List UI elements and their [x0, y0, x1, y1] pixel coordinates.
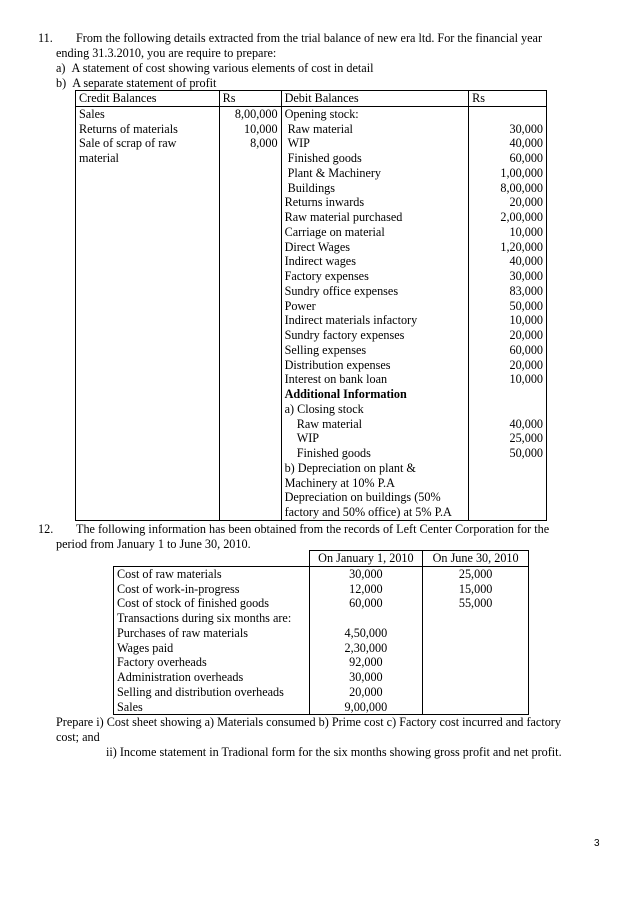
debit-amount — [469, 106, 547, 121]
q12-prepare-line1: Prepare i) Cost sheet showing a) Materials consumed b) Prime cost c) Factory cost incurred and factory — [56, 715, 561, 729]
credit-label: Sale of scrap of raw — [76, 136, 220, 151]
debit-label: Distribution expenses — [281, 358, 469, 373]
credit-amount — [219, 402, 281, 417]
debit-label: Raw material purchased — [281, 210, 469, 225]
debit-label: factory and 50% office) at 5% P.A — [281, 505, 469, 520]
table-row — [76, 254, 547, 269]
credit-label — [76, 254, 220, 269]
credit-label — [76, 387, 220, 402]
header-debit-balances: Debit Balances — [281, 91, 469, 107]
debit-amount: 40,000 — [469, 417, 547, 432]
credit-label — [76, 505, 220, 520]
debit-label: a) Closing stock — [281, 402, 469, 417]
credit-label — [76, 195, 220, 210]
table-row — [76, 122, 547, 137]
table-row — [114, 611, 529, 626]
q11-number: 11. — [38, 31, 53, 45]
debit-amount: 1,20,000 — [469, 240, 547, 255]
table-row — [76, 210, 547, 225]
debit-label: Returns inwards — [281, 195, 469, 210]
header-rs: Rs — [469, 91, 547, 107]
q12-records-table — [113, 550, 529, 715]
credit-label — [76, 431, 220, 446]
debit-label: b) Depreciation on plant & — [281, 461, 469, 476]
debit-amount — [469, 490, 547, 505]
table-row — [76, 151, 547, 166]
credit-amount — [219, 505, 281, 520]
credit-amount — [219, 417, 281, 432]
table-row — [76, 505, 547, 520]
credit-amount: 8,00,000 — [219, 106, 281, 121]
q12-prepare-line2: cost; and — [56, 730, 100, 744]
table-row — [76, 181, 547, 196]
credit-amount — [219, 490, 281, 505]
debit-label: Direct Wages — [281, 240, 469, 255]
debit-amount: 30,000 — [469, 122, 547, 137]
table-row — [76, 490, 547, 505]
row-jun-value — [423, 655, 529, 670]
credit-label — [76, 490, 220, 505]
table-row — [76, 387, 547, 402]
credit-amount — [219, 254, 281, 269]
table-row — [76, 372, 547, 387]
debit-amount: 10,000 — [469, 313, 547, 328]
table-row — [76, 106, 547, 121]
header-jun: On June 30, 2010 — [423, 551, 529, 567]
row-label: Purchases of raw materials — [114, 626, 310, 641]
credit-label — [76, 402, 220, 417]
credit-label: Sales — [76, 106, 220, 121]
credit-amount — [219, 269, 281, 284]
credit-amount — [219, 151, 281, 166]
q12-number: 12. — [38, 522, 54, 536]
debit-amount — [469, 402, 547, 417]
debit-amount — [469, 387, 547, 402]
credit-amount — [219, 299, 281, 314]
row-jan-value: 20,000 — [309, 685, 423, 700]
row-jan-value: 4,50,000 — [309, 626, 423, 641]
debit-label: Machinery at 10% P.A — [281, 476, 469, 491]
debit-label: Opening stock: — [281, 106, 469, 121]
q11-intro-line2: ending 31.3.2010, you are require to prepare: — [56, 46, 277, 60]
table-row — [76, 358, 547, 373]
table-header-row — [114, 551, 529, 567]
credit-amount — [219, 181, 281, 196]
table-row — [76, 431, 547, 446]
credit-label — [76, 328, 220, 343]
table-row — [76, 299, 547, 314]
credit-label — [76, 181, 220, 196]
credit-label — [76, 210, 220, 225]
row-label: Factory overheads — [114, 655, 310, 670]
row-jun-value — [423, 670, 529, 685]
table-row — [76, 446, 547, 461]
table-row — [76, 225, 547, 240]
debit-label: Raw material — [281, 417, 469, 432]
table-row — [76, 402, 547, 417]
row-jun-value — [423, 611, 529, 626]
debit-amount: 50,000 — [469, 446, 547, 461]
row-label: Cost of stock of finished goods — [114, 596, 310, 611]
credit-amount — [219, 387, 281, 402]
debit-amount — [469, 505, 547, 520]
table-header-row — [76, 91, 547, 107]
debit-label: WIP — [281, 136, 469, 151]
table-row — [76, 284, 547, 299]
credit-label — [76, 372, 220, 387]
row-jun-value: 25,000 — [423, 566, 529, 581]
credit-amount — [219, 476, 281, 491]
credit-amount — [219, 195, 281, 210]
debit-label: Additional Information — [281, 387, 469, 402]
credit-amount — [219, 446, 281, 461]
table-row — [76, 476, 547, 491]
debit-amount: 20,000 — [469, 358, 547, 373]
debit-label: Finished goods — [281, 446, 469, 461]
table-row — [76, 136, 547, 151]
debit-label: Sundry factory expenses — [281, 328, 469, 343]
header-rs: Rs — [219, 91, 281, 107]
row-jan-value: 9,00,000 — [309, 700, 423, 715]
debit-label: Selling expenses — [281, 343, 469, 358]
credit-amount — [219, 358, 281, 373]
row-jun-value — [423, 626, 529, 641]
debit-amount: 30,000 — [469, 269, 547, 284]
table-row — [114, 566, 529, 581]
table-row — [114, 670, 529, 685]
row-jun-value — [423, 700, 529, 715]
q11-intro-line1: From the following details extracted from the trial balance of new era ltd. For the financial year — [76, 31, 542, 45]
credit-label — [76, 299, 220, 314]
row-jun-value — [423, 685, 529, 700]
row-label: Cost of work-in-progress — [114, 582, 310, 597]
row-jan-value: 30,000 — [309, 566, 423, 581]
table-row — [114, 685, 529, 700]
row-jun-value: 15,000 — [423, 582, 529, 597]
q12-intro-line1: The following information has been obtained from the records of Left Center Corporation for the — [76, 522, 550, 536]
row-label: Administration overheads — [114, 670, 310, 685]
header-blank — [114, 551, 310, 567]
debit-label: Indirect wages — [281, 254, 469, 269]
q12-intro-line2: period from January 1 to June 30, 2010. — [56, 537, 251, 551]
debit-amount: 40,000 — [469, 254, 547, 269]
credit-amount — [219, 284, 281, 299]
credit-amount — [219, 461, 281, 476]
debit-amount: 10,000 — [469, 225, 547, 240]
credit-amount — [219, 328, 281, 343]
row-jan-value: 12,000 — [309, 582, 423, 597]
credit-label — [76, 446, 220, 461]
table-row — [114, 700, 529, 715]
debit-amount: 40,000 — [469, 136, 547, 151]
table-row — [76, 240, 547, 255]
debit-label: Factory expenses — [281, 269, 469, 284]
table-row — [114, 641, 529, 656]
header-credit-balances: Credit Balances — [76, 91, 220, 107]
debit-amount: 25,000 — [469, 431, 547, 446]
credit-label — [76, 461, 220, 476]
table-row — [76, 461, 547, 476]
debit-amount: 20,000 — [469, 195, 547, 210]
debit-amount — [469, 476, 547, 491]
row-label: Selling and distribution overheads — [114, 685, 310, 700]
credit-label: Returns of materials — [76, 122, 220, 137]
table-row — [76, 269, 547, 284]
row-jan-value: 60,000 — [309, 596, 423, 611]
credit-label — [76, 417, 220, 432]
row-label: Transactions during six months are: — [114, 611, 310, 626]
credit-amount — [219, 372, 281, 387]
debit-amount: 60,000 — [469, 151, 547, 166]
debit-label: Buildings — [281, 181, 469, 196]
credit-amount — [219, 210, 281, 225]
row-jan-value: 2,30,000 — [309, 641, 423, 656]
credit-label — [76, 476, 220, 491]
credit-label — [76, 358, 220, 373]
row-jan-value: 92,000 — [309, 655, 423, 670]
credit-amount — [219, 313, 281, 328]
q11-item-b: b) A separate statement of profit — [56, 76, 217, 90]
credit-label — [76, 269, 220, 284]
debit-label: Interest on bank loan — [281, 372, 469, 387]
credit-label — [76, 166, 220, 181]
table-row — [114, 626, 529, 641]
credit-label: material — [76, 151, 220, 166]
debit-amount — [469, 461, 547, 476]
credit-amount: 8,000 — [219, 136, 281, 151]
credit-amount — [219, 343, 281, 358]
header-jan: On January 1, 2010 — [309, 551, 423, 567]
debit-label: Finished goods — [281, 151, 469, 166]
debit-label: Plant & Machinery — [281, 166, 469, 181]
credit-label — [76, 284, 220, 299]
table-row — [76, 313, 547, 328]
credit-label — [76, 313, 220, 328]
debit-label: Carriage on material — [281, 225, 469, 240]
debit-amount: 8,00,000 — [469, 181, 547, 196]
debit-label: Indirect materials infactory — [281, 313, 469, 328]
row-jan-value: 30,000 — [309, 670, 423, 685]
table-row — [76, 195, 547, 210]
debit-amount: 20,000 — [469, 328, 547, 343]
debit-label: Raw material — [281, 122, 469, 137]
credit-label — [76, 343, 220, 358]
debit-label: Power — [281, 299, 469, 314]
q11-item-a: a) A statement of cost showing various elements of cost in detail — [56, 61, 374, 75]
row-jun-value: 55,000 — [423, 596, 529, 611]
table-row — [114, 596, 529, 611]
table-row — [76, 166, 547, 181]
page-number: 3 — [594, 838, 600, 849]
debit-label: Sundry office expenses — [281, 284, 469, 299]
table-row — [76, 343, 547, 358]
table-row — [76, 417, 547, 432]
table-row — [76, 328, 547, 343]
debit-label: WIP — [281, 431, 469, 446]
debit-label: Depreciation on buildings (50% — [281, 490, 469, 505]
credit-amount: 10,000 — [219, 122, 281, 137]
row-label: Wages paid — [114, 641, 310, 656]
row-jun-value — [423, 641, 529, 656]
debit-amount: 50,000 — [469, 299, 547, 314]
credit-amount — [219, 166, 281, 181]
credit-amount — [219, 225, 281, 240]
q12-prepare-line3: ii) Income statement in Tradional form for the six months showing gross profit and net profit. — [106, 745, 562, 759]
debit-amount: 83,000 — [469, 284, 547, 299]
row-label: Cost of raw materials — [114, 566, 310, 581]
row-label: Sales — [114, 700, 310, 715]
debit-amount: 10,000 — [469, 372, 547, 387]
table-row — [114, 655, 529, 670]
credit-label — [76, 240, 220, 255]
debit-amount: 2,00,000 — [469, 210, 547, 225]
row-jan-value — [309, 611, 423, 626]
credit-label — [76, 225, 220, 240]
table-row — [114, 582, 529, 597]
debit-amount: 60,000 — [469, 343, 547, 358]
q11-trial-balance-table — [75, 90, 547, 521]
credit-amount — [219, 431, 281, 446]
debit-amount: 1,00,000 — [469, 166, 547, 181]
credit-amount — [219, 240, 281, 255]
